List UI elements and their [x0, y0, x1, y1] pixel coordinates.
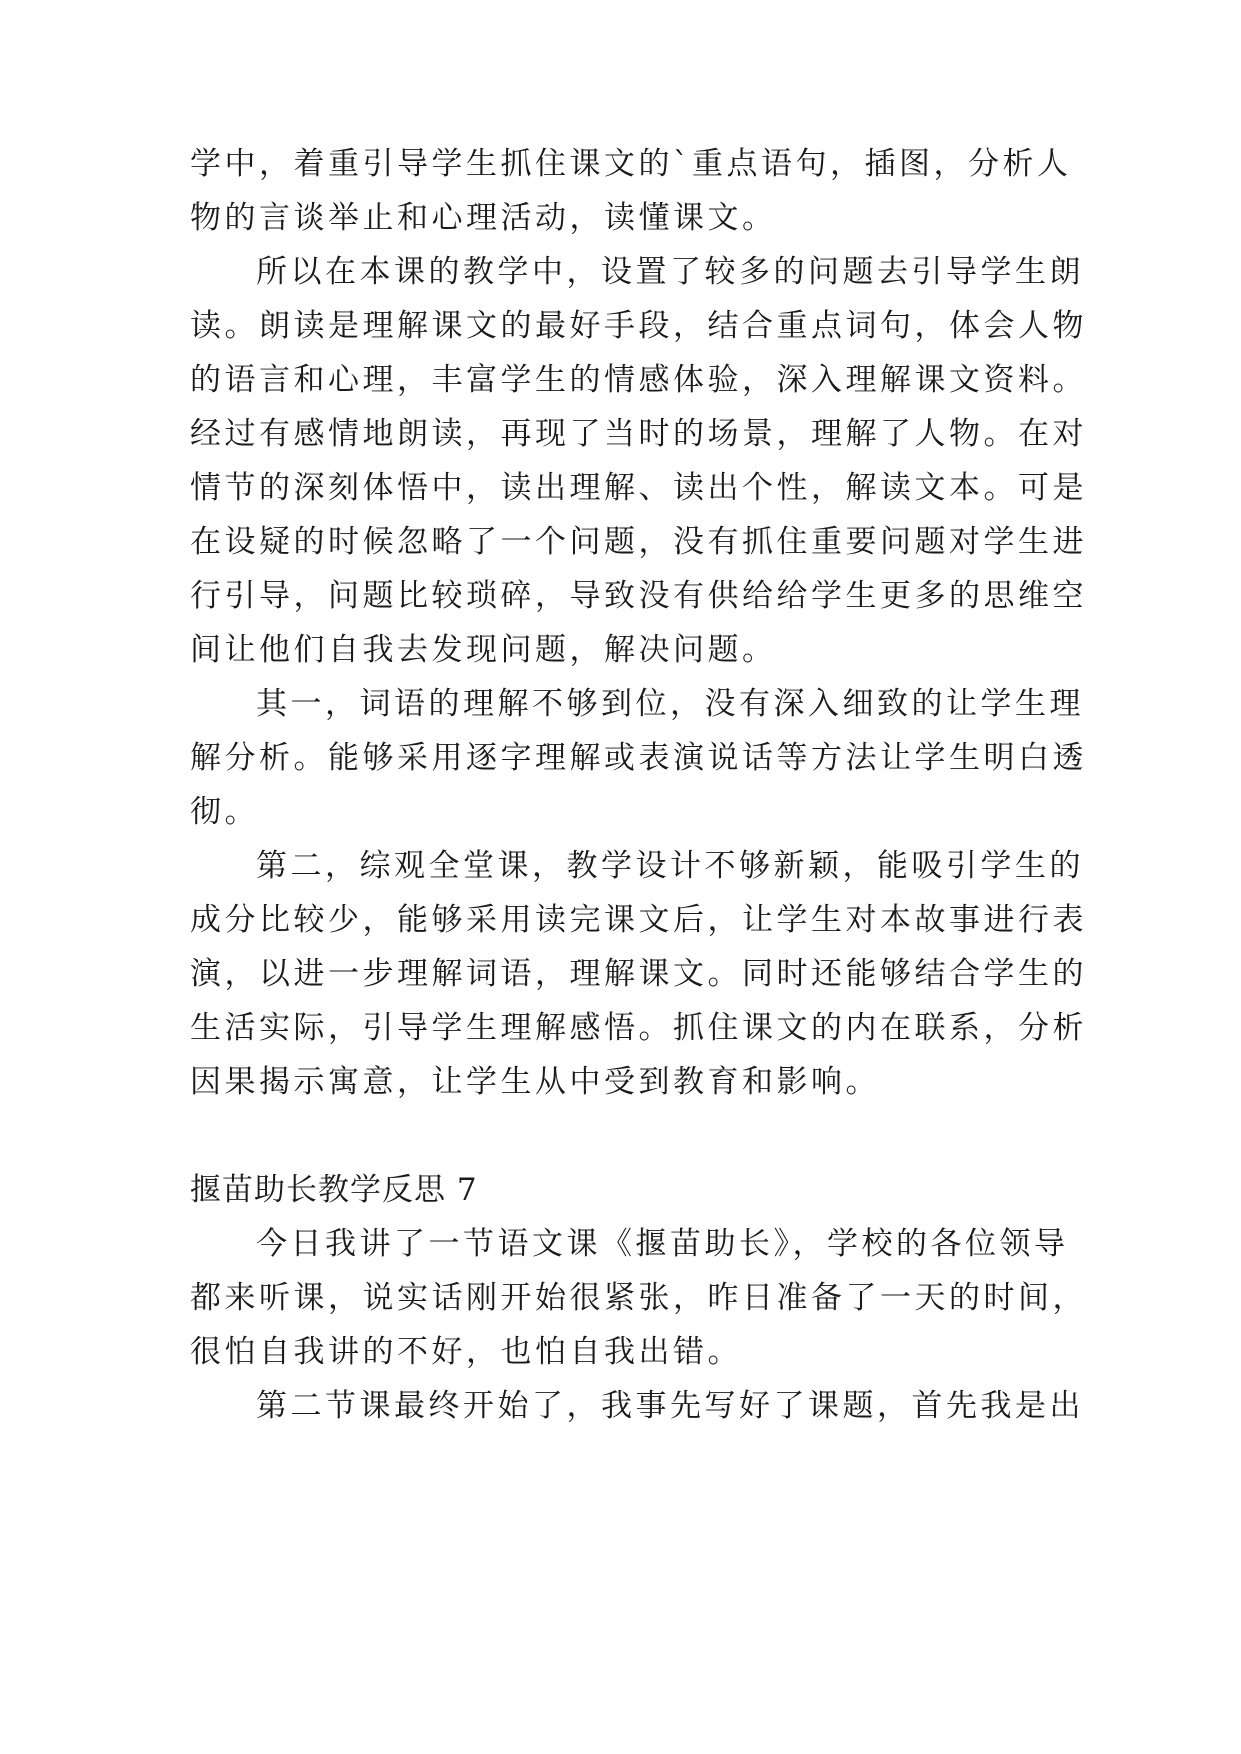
text-line: 彻。 [190, 794, 259, 830]
text-line: 读。朗读是理解课文的最好手段，结合重点词句，体会人物 [190, 308, 1087, 344]
paragraph-start-line: 今日我讲了一节语文课《揠苗助长》，学校的各位领导 [256, 1226, 1069, 1262]
text-line: 情节的深刻体悟中，读出理解、读出个性，解读文本。可是 [190, 470, 1087, 506]
section-heading: 揠苗助长教学反思 7 [190, 1172, 478, 1208]
paragraph-start-line: 所以在本课的教学中，设置了较多的问题去引导学生朗 [256, 254, 1084, 290]
paragraph-start-line: 第二，综观全堂课，教学设计不够新颖，能吸引学生的 [256, 848, 1084, 884]
text-line: 解分析。能够采用逐字理解或表演说话等方法让学生明白透 [190, 740, 1087, 776]
paragraph-start-line: 第二节课最终开始了，我事先写好了课题，首先我是出 [256, 1388, 1084, 1424]
text-line: 经过有感情地朗读，再现了当时的场景，理解了人物。在对 [190, 416, 1087, 452]
text-line: 演，以进一步理解词语，理解课文。同时还能够结合学生的 [190, 956, 1087, 992]
text-line: 的语言和心理，丰富学生的情感体验，深入理解课文资料。 [190, 362, 1087, 398]
text-line: 间让他们自我去发现问题，解决问题。 [190, 632, 777, 668]
text-line: 物的言谈举止和心理活动，读懂课文。 [190, 200, 777, 236]
text-line: 生活实际，引导学生理解感悟。抓住课文的内在联系，分析 [190, 1010, 1087, 1046]
text-line: 成分比较少，能够采用读完课文后，让学生对本故事进行表 [190, 902, 1087, 938]
text-line: 在设疑的时候忽略了一个问题，没有抓住重要问题对学生进 [190, 524, 1087, 560]
text-line: 行引导，问题比较琐碎，导致没有供给给学生更多的思维空 [190, 578, 1087, 614]
text-line: 因果揭示寓意，让学生从中受到教育和影响。 [190, 1064, 880, 1100]
paragraph-start-line: 其一，词语的理解不够到位，没有深入细致的让学生理 [256, 686, 1084, 722]
text-line: 都来听课，说实话刚开始很紧张，昨日准备了一天的时间， [190, 1280, 1087, 1316]
text-line: 很怕自我讲的不好，也怕自我出错。 [190, 1334, 742, 1370]
text-line: 学中，着重引导学生抓住课文的`重点语句，插图，分析人 [190, 146, 1072, 182]
